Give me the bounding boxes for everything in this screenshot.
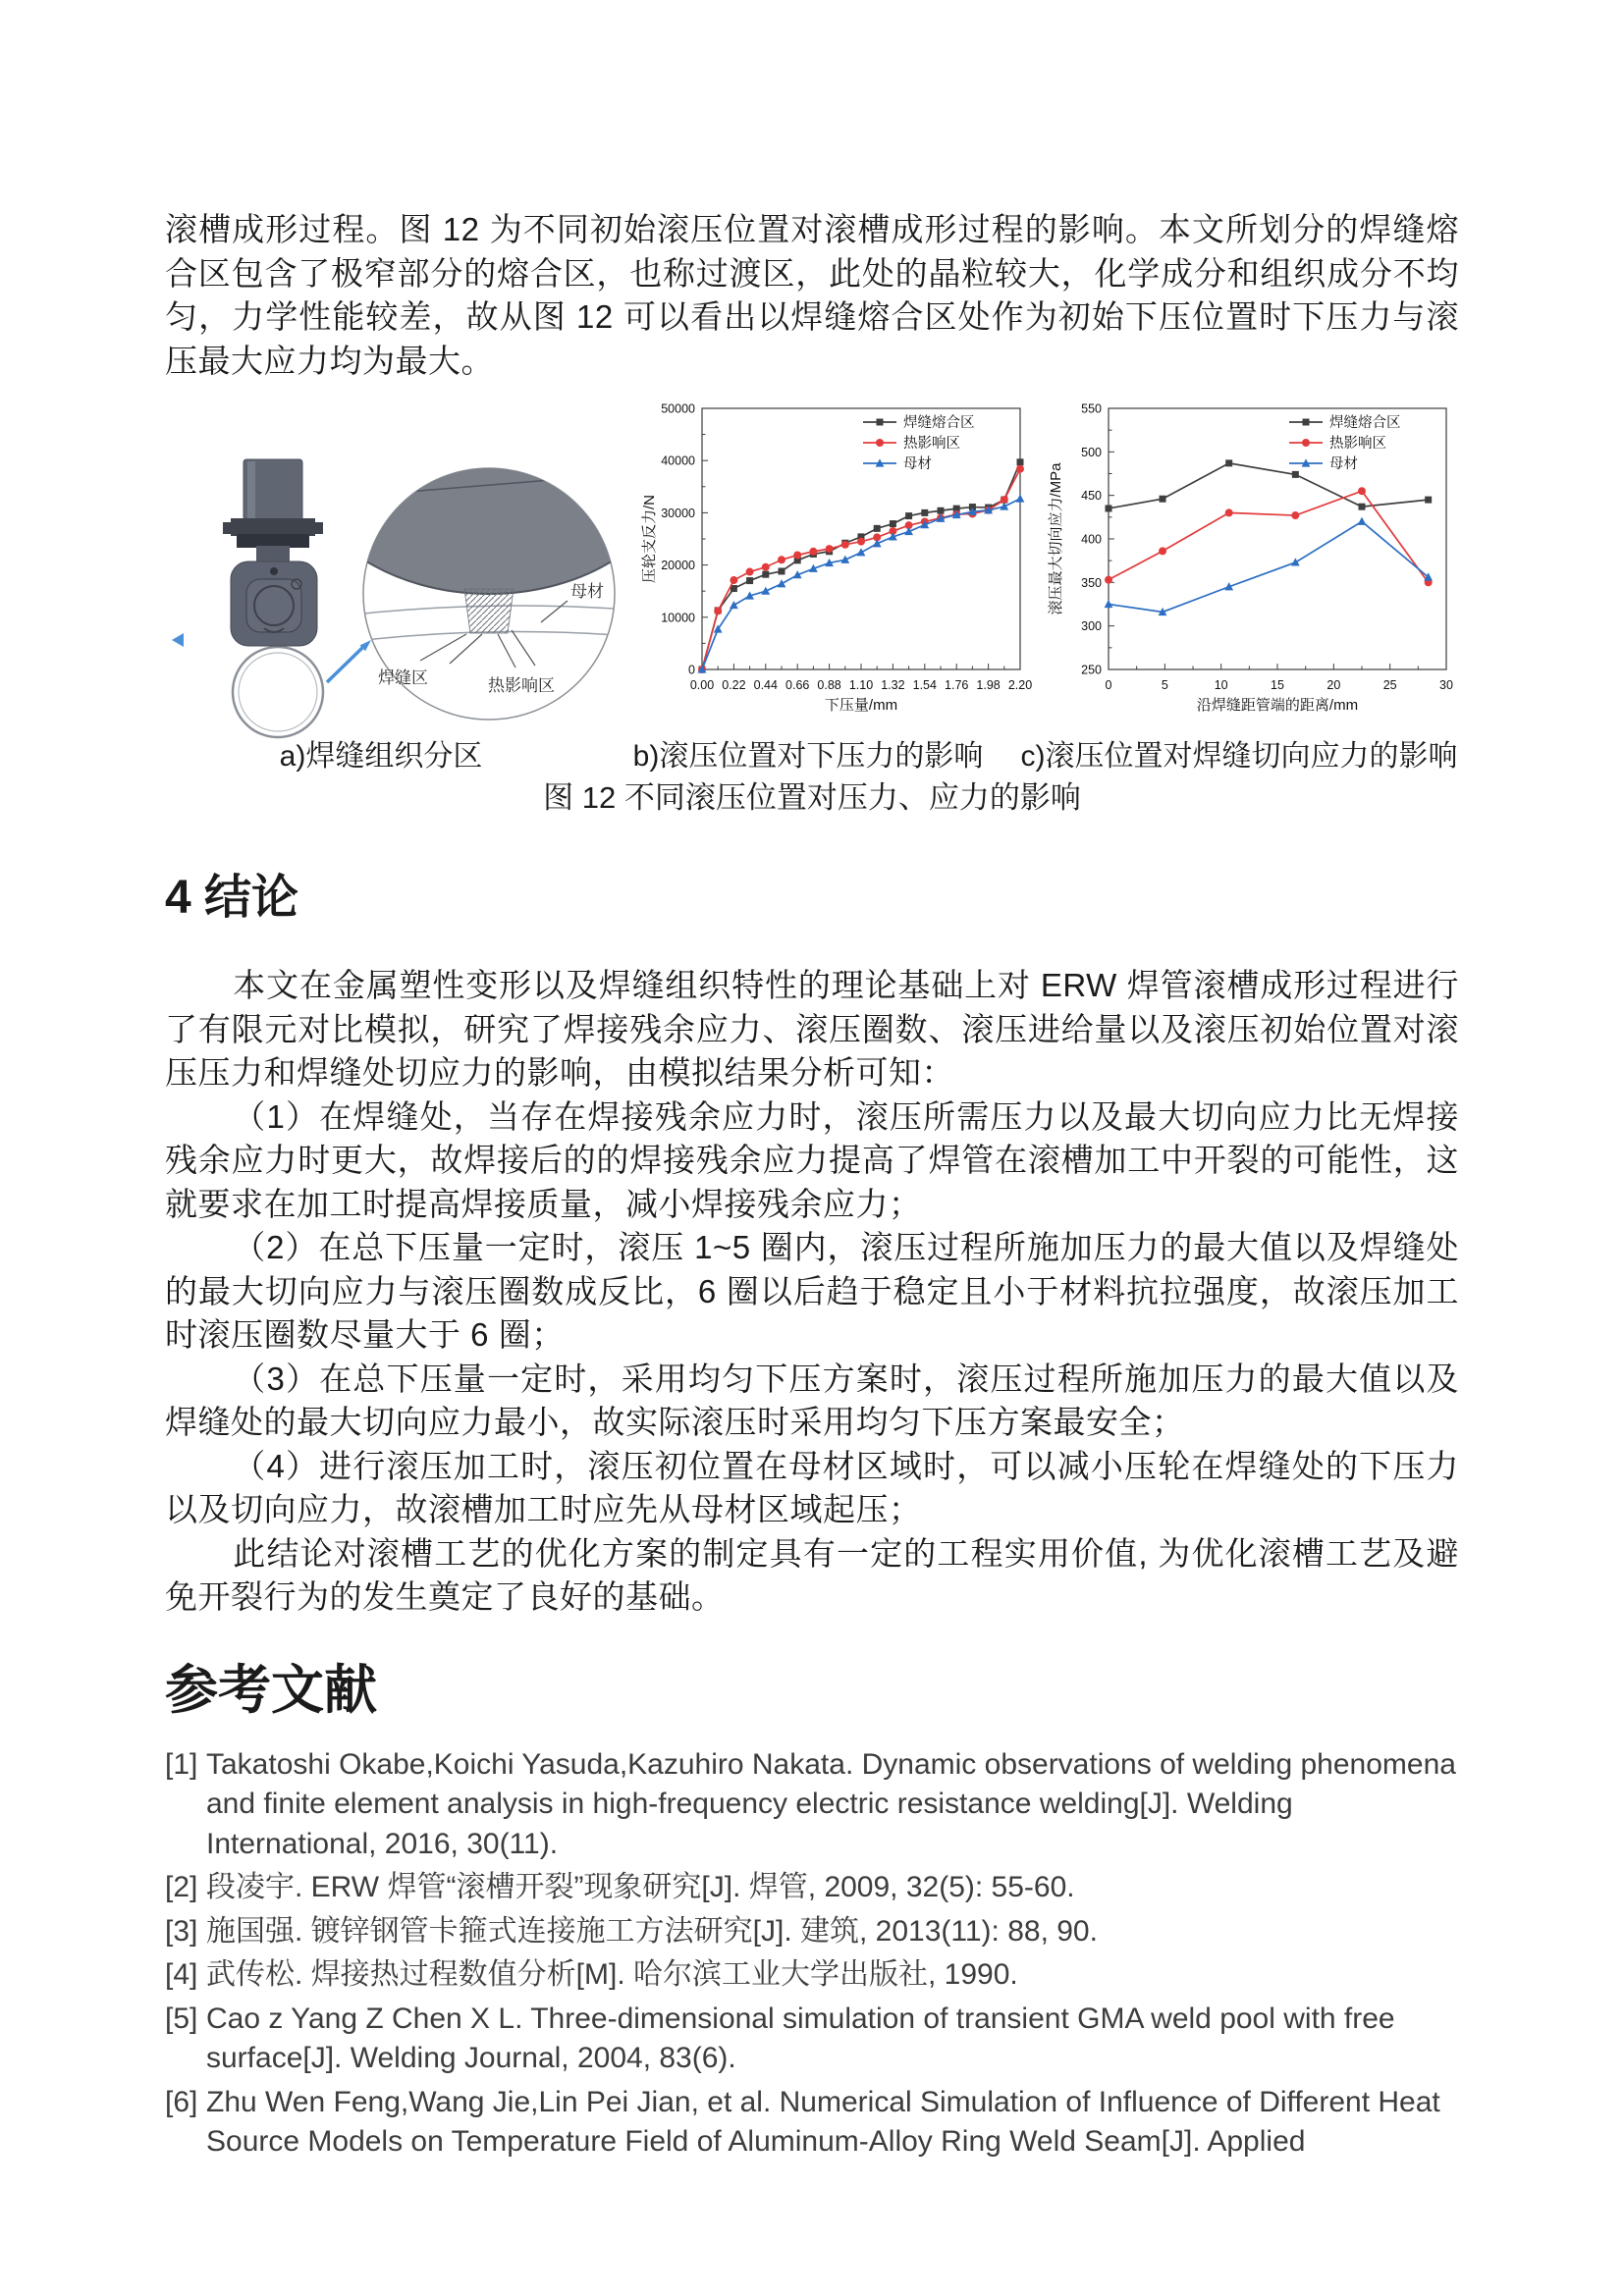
svg-text:30000: 30000: [661, 506, 695, 520]
conclusion-paragraph: 此结论对滚槽工艺的优化方案的制定具有一定的工程实用价值, 为优化滚槽工艺及避免开裂行为的发生奠定了良好的基础。: [165, 1534, 1459, 1615]
figure-caption: 图 12 不同滚压位置对压力、应力的影响: [543, 780, 1081, 815]
weld-cross-section-circle: [302, 432, 622, 720]
reference-item: [165, 1912, 1459, 1952]
svg-text:1.54: 1.54: [912, 678, 937, 692]
subfigure-c-tangential-stress-chart: [1045, 393, 1459, 719]
reference-item: [165, 1868, 1459, 1908]
svg-text:1.10: 1.10: [848, 678, 874, 692]
svg-text:1.32: 1.32: [881, 678, 905, 692]
reference-item: [165, 1955, 1459, 1996]
reference-text: 施国强. 镀锌钢管卡箍式连接施工方法研究[J]. 建筑, 2013(11): 88, 90.: [206, 1914, 1098, 1948]
svg-text:母材: 母材: [1329, 456, 1358, 472]
conclusion-paragraph: （1）在焊缝处，当存在焊接残余应力时，滚压所需压力以及最大切向应力比无焊接残余应力时更大，故焊接后的的焊接残余应力提高了焊管在滚槽加工中开裂的可能性，这就要求在加工时提高焊接质量，减小焊接残余应力；: [165, 1097, 1459, 1222]
chart-tangential-stress: [1046, 393, 1458, 719]
reference-number: [4]: [165, 1958, 198, 1991]
reference-number: [6]: [165, 2085, 198, 2118]
reference-text: Cao z Yang Z Chen X L. Three-dimensional simulation of transient GMA weld pool with free surface[J]. Welding Journal, 2004, 83(6).: [206, 2002, 1395, 2074]
reference-item: [165, 2000, 1459, 2079]
reference-number: [2]: [165, 1871, 198, 1903]
svg-text:50000: 50000: [661, 401, 695, 416]
svg-text:450: 450: [1081, 489, 1102, 504]
svg-text:2.20: 2.20: [1007, 678, 1032, 692]
svg-text:0.22: 0.22: [722, 678, 746, 692]
base-metal-label: 母材: [570, 582, 604, 601]
svg-text:焊缝熔合区: 焊缝熔合区: [1329, 415, 1401, 431]
svg-text:350: 350: [1081, 575, 1102, 590]
roller-tool-icon: [223, 459, 323, 737]
conclusion-paragraph: （4）进行滚压加工时，滚压初位置在母材区域时，可以减小压轮在焊缝处的下压力以及切向应力，故滚槽加工时应先从母材区域起压；: [165, 1447, 1459, 1527]
figure-12: [165, 393, 1459, 726]
svg-text:0.66: 0.66: [785, 678, 810, 692]
svg-text:0.00: 0.00: [689, 678, 715, 692]
references-list: [165, 1745, 1459, 2163]
haz-label: 热影响区: [488, 676, 555, 695]
conclusion-body: [165, 964, 1459, 1620]
reference-number: [1]: [165, 1747, 198, 1781]
left-arrow-fragment-icon: [172, 633, 184, 647]
subfigure-captions: [165, 738, 1459, 775]
subcaption-b: b)滚压位置对下压力的影响: [632, 740, 984, 773]
conclusion-paragraph: （2）在总下压量一定时，滚压 1~5 圈内，滚压过程所施加压力的最大值以及焊缝处的最大切向应力与滚压圈数成反比，6 圈以后趋于稳定且小于材料抗拉强度，故滚压加工时滚压圈数尽量大于 6 圈；: [165, 1229, 1459, 1353]
svg-text:母材: 母材: [903, 456, 932, 472]
svg-text:550: 550: [1081, 401, 1102, 416]
reference-text: 武传松. 焊接热过程数值分析[M]. 哈尔滨工业大学出版社, 1990.: [206, 1958, 1018, 1991]
conclusion-heading: 4 结论: [165, 872, 299, 924]
reference-item: [165, 1745, 1459, 1865]
svg-text:40000: 40000: [661, 454, 695, 468]
svg-text:压轮支反力/N: 压轮支反力/N: [641, 494, 658, 584]
subcaption-c: c)滚压位置对焊缝切向应力的影响: [1020, 740, 1458, 773]
svg-text:20000: 20000: [661, 559, 695, 573]
reference-text: 段凌宇. ERW 焊管“滚槽开裂”现象研究[J]. 焊管, 2009, 32(5): 55-60.: [206, 1871, 1075, 1903]
zoom-arrow-icon: [327, 640, 371, 682]
svg-text:沿焊缝距管端的距离/mm: 沿焊缝距管端的距离/mm: [1196, 697, 1359, 714]
svg-text:30: 30: [1439, 678, 1453, 692]
svg-text:400: 400: [1081, 532, 1102, 547]
svg-text:5: 5: [1161, 678, 1168, 692]
reference-text: Zhu Wen Feng,Wang Jie,Lin Pei Jian, et al. Numerical Simulation of Influence of Different Heat Source Models on Temperature Field of Aluminum-Alloy Ring Weld Seam[J]. Applied: [206, 2085, 1440, 2158]
conclusion-paragraph: 本文在金属塑性变形以及焊缝组织特性的理论基础上对 ERW 焊管滚槽成形过程进行了有限元对比模拟，研究了焊接残余应力、滚压圈数、滚压进给量以及滚压初始位置对滚压压力和焊缝处切应力的影响，由模拟结果分析可知：: [165, 967, 1459, 1091]
weld-zone-schematic-image: [170, 432, 622, 756]
references-heading: 参考文献: [165, 1660, 377, 1720]
svg-text:300: 300: [1081, 619, 1102, 634]
svg-text:0: 0: [688, 663, 695, 677]
svg-text:焊缝熔合区: 焊缝熔合区: [903, 415, 975, 431]
subfigure-a-weld-zone-schematic: [165, 393, 626, 756]
reference-number: [3]: [165, 1914, 198, 1948]
conclusion-paragraph: （3）在总下压量一定时，采用均匀下压方案时，滚压过程所施加压力的最大值以及焊缝处的最大切向应力最小，故实际滚压时采用均匀下压方案最安全；: [165, 1360, 1459, 1440]
reference-item: [165, 2083, 1459, 2163]
weld-zone-label: 焊缝区: [378, 668, 428, 687]
svg-text:25: 25: [1382, 678, 1397, 692]
chart-downforce: [639, 393, 1032, 719]
svg-text:1.76: 1.76: [945, 678, 969, 692]
svg-text:下压量/mm: 下压量/mm: [824, 697, 898, 714]
svg-text:0: 0: [1105, 678, 1112, 692]
svg-text:0.44: 0.44: [753, 678, 778, 692]
reference-text: Takatoshi Okabe,Koichi Yasuda,Kazuhiro Nakata. Dynamic observations of welding phenomena and finite element analysis in high-frequency electric resistance welding[J]. Welding International, 2016, 30(11).: [206, 1747, 1456, 1860]
svg-text:250: 250: [1081, 663, 1102, 677]
intro-paragraph: 滚槽成形过程。图 12 为不同初始滚压位置对滚槽成形过程的影响。本文所划分的焊缝熔合区包含了极窄部分的熔合区，也称过渡区，此处的晶粒较大，化学成分和组织成分不均匀，力学性能较差，故从图 12 可以看出以焊缝熔合区处作为初始下压位置时下压力与滚压最大应力均为最大。: [165, 211, 1459, 379]
svg-text:1.98: 1.98: [976, 678, 1001, 692]
svg-text:10: 10: [1214, 678, 1228, 692]
svg-text:热影响区: 热影响区: [903, 436, 960, 452]
subcaption-a: a)焊缝组织分区: [279, 740, 483, 773]
svg-text:热影响区: 热影响区: [1329, 436, 1386, 452]
svg-text:500: 500: [1081, 445, 1102, 459]
svg-text:20: 20: [1326, 678, 1341, 692]
reference-number: [5]: [165, 2002, 198, 2035]
svg-text:0.88: 0.88: [817, 678, 841, 692]
svg-text:滚压最大切向应力/MPa: 滚压最大切向应力/MPa: [1048, 462, 1064, 615]
svg-text:10000: 10000: [661, 611, 695, 625]
subfigure-b-downforce-chart: [638, 393, 1033, 719]
svg-text:15: 15: [1271, 678, 1284, 692]
